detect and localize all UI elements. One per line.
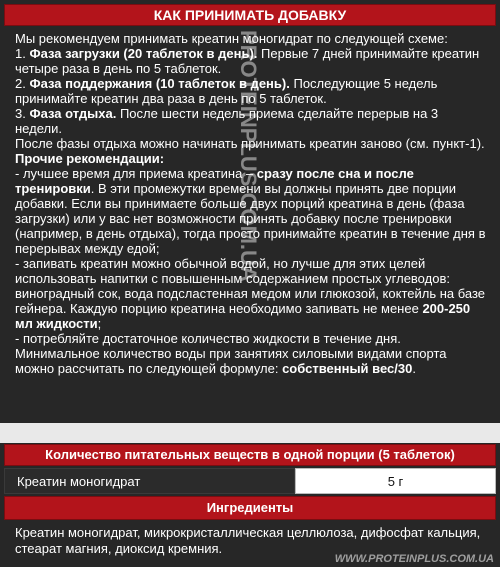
recommendation-3 — [15, 331, 487, 376]
other-recommendations-title — [15, 151, 487, 166]
phase-number: 3. — [15, 106, 26, 121]
rec-text: - потребляйте достаточное количество жидкости в течение дня. Минимальное количество воды при занятиях силовыми видами спорта можно рассчитать по следующей формуле: — [15, 331, 447, 376]
rec-emphasis: собственный вес/30 — [282, 361, 413, 376]
phase-text: Первые 7 дней принимайте креатин четыре раза в день по 5 таблеток. — [15, 46, 480, 76]
after-rest-note: После фазы отдыха можно начинать принимать креатин заново (см. пункт-1). — [15, 136, 485, 151]
phase-text: Последующие 5 недель принимайте креатин два раза в день по 5 таблеток. — [15, 76, 438, 106]
phase-text: После шести недель приема сделайте перерыв на 3 недели. — [15, 106, 439, 136]
rec-text: ; — [97, 316, 102, 331]
section-divider — [0, 423, 500, 443]
phase-number: 2. — [15, 76, 26, 91]
watermark-site: WWW.PROTEINPLUS.COM.UA — [334, 553, 494, 565]
rec-emphasis: сразу после сна и после тренировки — [15, 166, 414, 196]
phase-title: Фаза загрузки (20 таблеток в день). — [29, 46, 258, 61]
nutrition-name-cell: Креатин моногидрат — [4, 468, 295, 494]
rec-text: - запивать креатин можно обычной водой, но лучше для этих целей использовать напитки с повышенным содержанием простых углеводов: виноградный сок, вода подсластенная медом или глюкозой, коктейль на базе гейнера. Каждую порцию креатина необходимо запивать не менее — [15, 256, 486, 316]
phase-title: Фаза поддержания (10 таблеток в день). — [29, 76, 290, 91]
phase-title: Фаза отдыха. — [29, 106, 117, 121]
rec-emphasis: 200-250 мл жидкости — [15, 301, 471, 331]
watermark-vertical: PROTEINPLUS.COM.UA — [236, 30, 261, 282]
how-to-take-title: КАК ПРИНИМАТЬ ДОБАВКУ — [153, 7, 347, 23]
recommendation-2 — [15, 256, 487, 331]
nutrition-row — [4, 468, 496, 494]
phase-item-2 — [15, 76, 487, 106]
usage-instructions — [15, 31, 487, 376]
nutrition-header — [4, 444, 496, 466]
other-recommendations-label: Прочие рекомендации: — [15, 151, 165, 166]
ingredients-header — [4, 496, 496, 520]
rec-text: - лучшее время для приема креатина – — [15, 166, 257, 181]
phase-number: 1. — [15, 46, 26, 61]
ingredients-text: Креатин моногидрат, микрокристаллическая целлюлоза, дифосфат кальция, стеарат магния, диоксид кремния. — [15, 525, 481, 556]
phase-item-3 — [15, 106, 487, 136]
nutrition-value-cell: 5 г — [295, 468, 496, 494]
rec-text: . — [412, 361, 416, 376]
ingredients-title: Ингредиенты — [206, 500, 294, 515]
rec-text: . В эти промежутки времени вы должны принять две порции добавки. Если вы принимаете больше двух порций креатина в день (фаза загрузки) или у вас нет возможности принять добавку после тренировки (например, в день отдыха), тогда просто принимайте креатин в течение дня в перерывах между едой; — [15, 181, 486, 256]
how-to-take-header — [4, 4, 496, 26]
nutrition-title: Количество питательных веществ в одной порции (5 таблеток) — [45, 447, 455, 462]
recommendation-1 — [15, 166, 487, 256]
phase-item-1 — [15, 46, 487, 76]
usage-intro: Мы рекомендуем принимать креатин моногидрат по следующей схеме: — [15, 31, 448, 46]
